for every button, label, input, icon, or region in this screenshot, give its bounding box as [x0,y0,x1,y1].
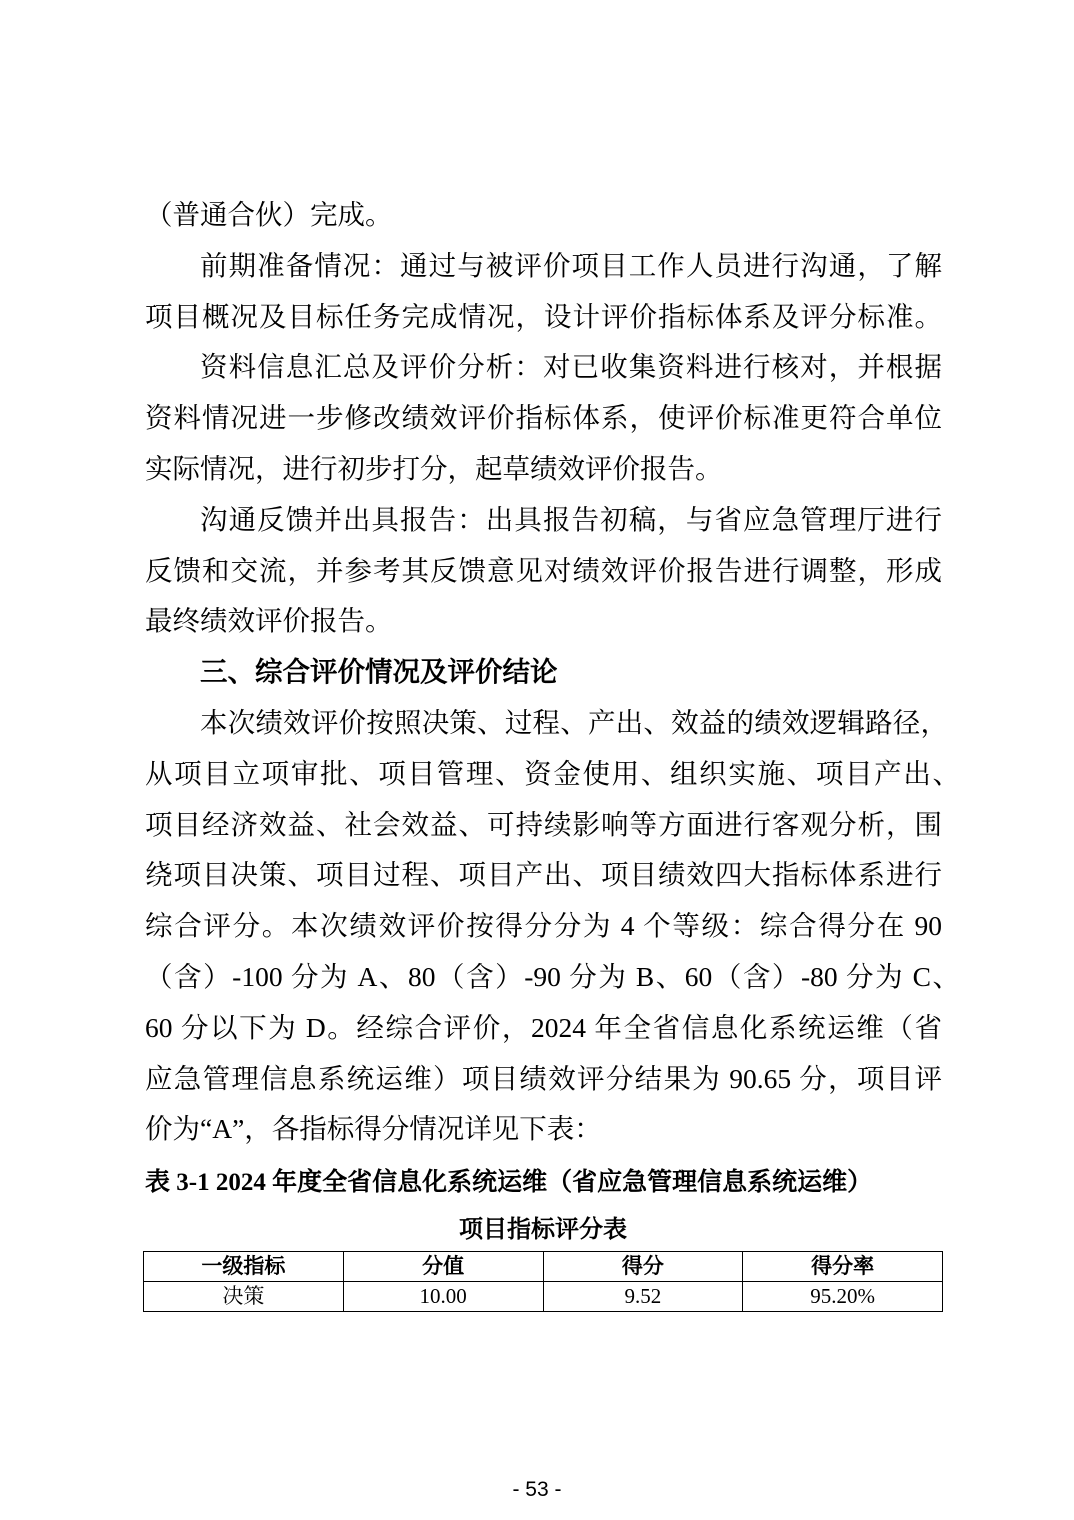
text-line: 反馈和交流，并参考其反馈意见对绩效评价报告进行调整，形成 [145,554,942,586]
text-line: 前期准备情况：通过与被评价项目工作人员进行沟通，了解 [200,249,942,281]
text-line: 最终绩效评价报告。 [145,605,393,637]
text-line: 绕项目决策、项目过程、项目产出、项目绩效四大指标体系进行 [145,859,942,891]
text-line: （普通合伙）完成。 [145,199,393,230]
section-heading: 三、综合评价情况及评价结论 [200,656,558,688]
column-header: 得分 [543,1252,743,1282]
text-line: 资料信息汇总及评价分析：对已收集资料进行核对，并根据 [200,351,942,383]
text-line: （含）-100 分为 A、80（含）-90 分为 B、60（含）-80 分为 C、 [145,960,960,992]
text-line: 应急管理信息系统运维）项目绩效评分结果为 90.65 分，项目评 [145,1062,942,1094]
text-line: 本次绩效评价按照决策、过程、产出、效益的绩效逻辑路径， [200,706,948,738]
table-cell: 95.20% [743,1282,943,1312]
table-cell: 9.52 [543,1282,743,1312]
table-cell: 决策 [144,1282,344,1312]
text-line: 项目经济效益、社会效益、可持续影响等方面进行客观分析，围 [145,808,942,840]
table-cell: 10.00 [343,1282,543,1312]
table-row [144,1282,943,1312]
text-line: 从项目立项审批、项目管理、资金使用、组织实施、项目产出、 [145,757,960,789]
text-line: 价为“A”，各指标得分情况详见下表： [145,1113,602,1145]
column-header: 分值 [343,1252,543,1282]
text-line: 60 分以下为 D。经综合评价，2024 年全省信息化系统运维（省 [145,1011,942,1043]
document-body [0,190,1074,1155]
column-header: 一级指标 [144,1252,344,1282]
table-title: 项目指标评分表 [459,1217,627,1243]
score-table [143,1251,943,1312]
text-line: 实际情况，进行初步打分，起草绩效评价报告。 [145,452,723,484]
table-header-row [144,1252,943,1282]
text-line: 资料情况进一步修改绩效评价指标体系，使评价标准更符合单位 [145,402,942,434]
text-line: 沟通反馈并出具报告：出具报告初稿，与省应急管理厅进行 [200,503,942,535]
table-caption: 表 3-1 2024 年度全省信息化系统运维（省应急管理信息系统运维） [145,1169,873,1196]
page-number: - 53 - [512,1478,562,1501]
text-line: 项目概况及目标任务完成情况，设计评价指标体系及评分标准。 [145,300,942,332]
column-header: 得分率 [743,1252,943,1282]
text-line: 综合评分。本次绩效评价按得分分为 4 个等级：综合得分在 90 [145,910,942,942]
